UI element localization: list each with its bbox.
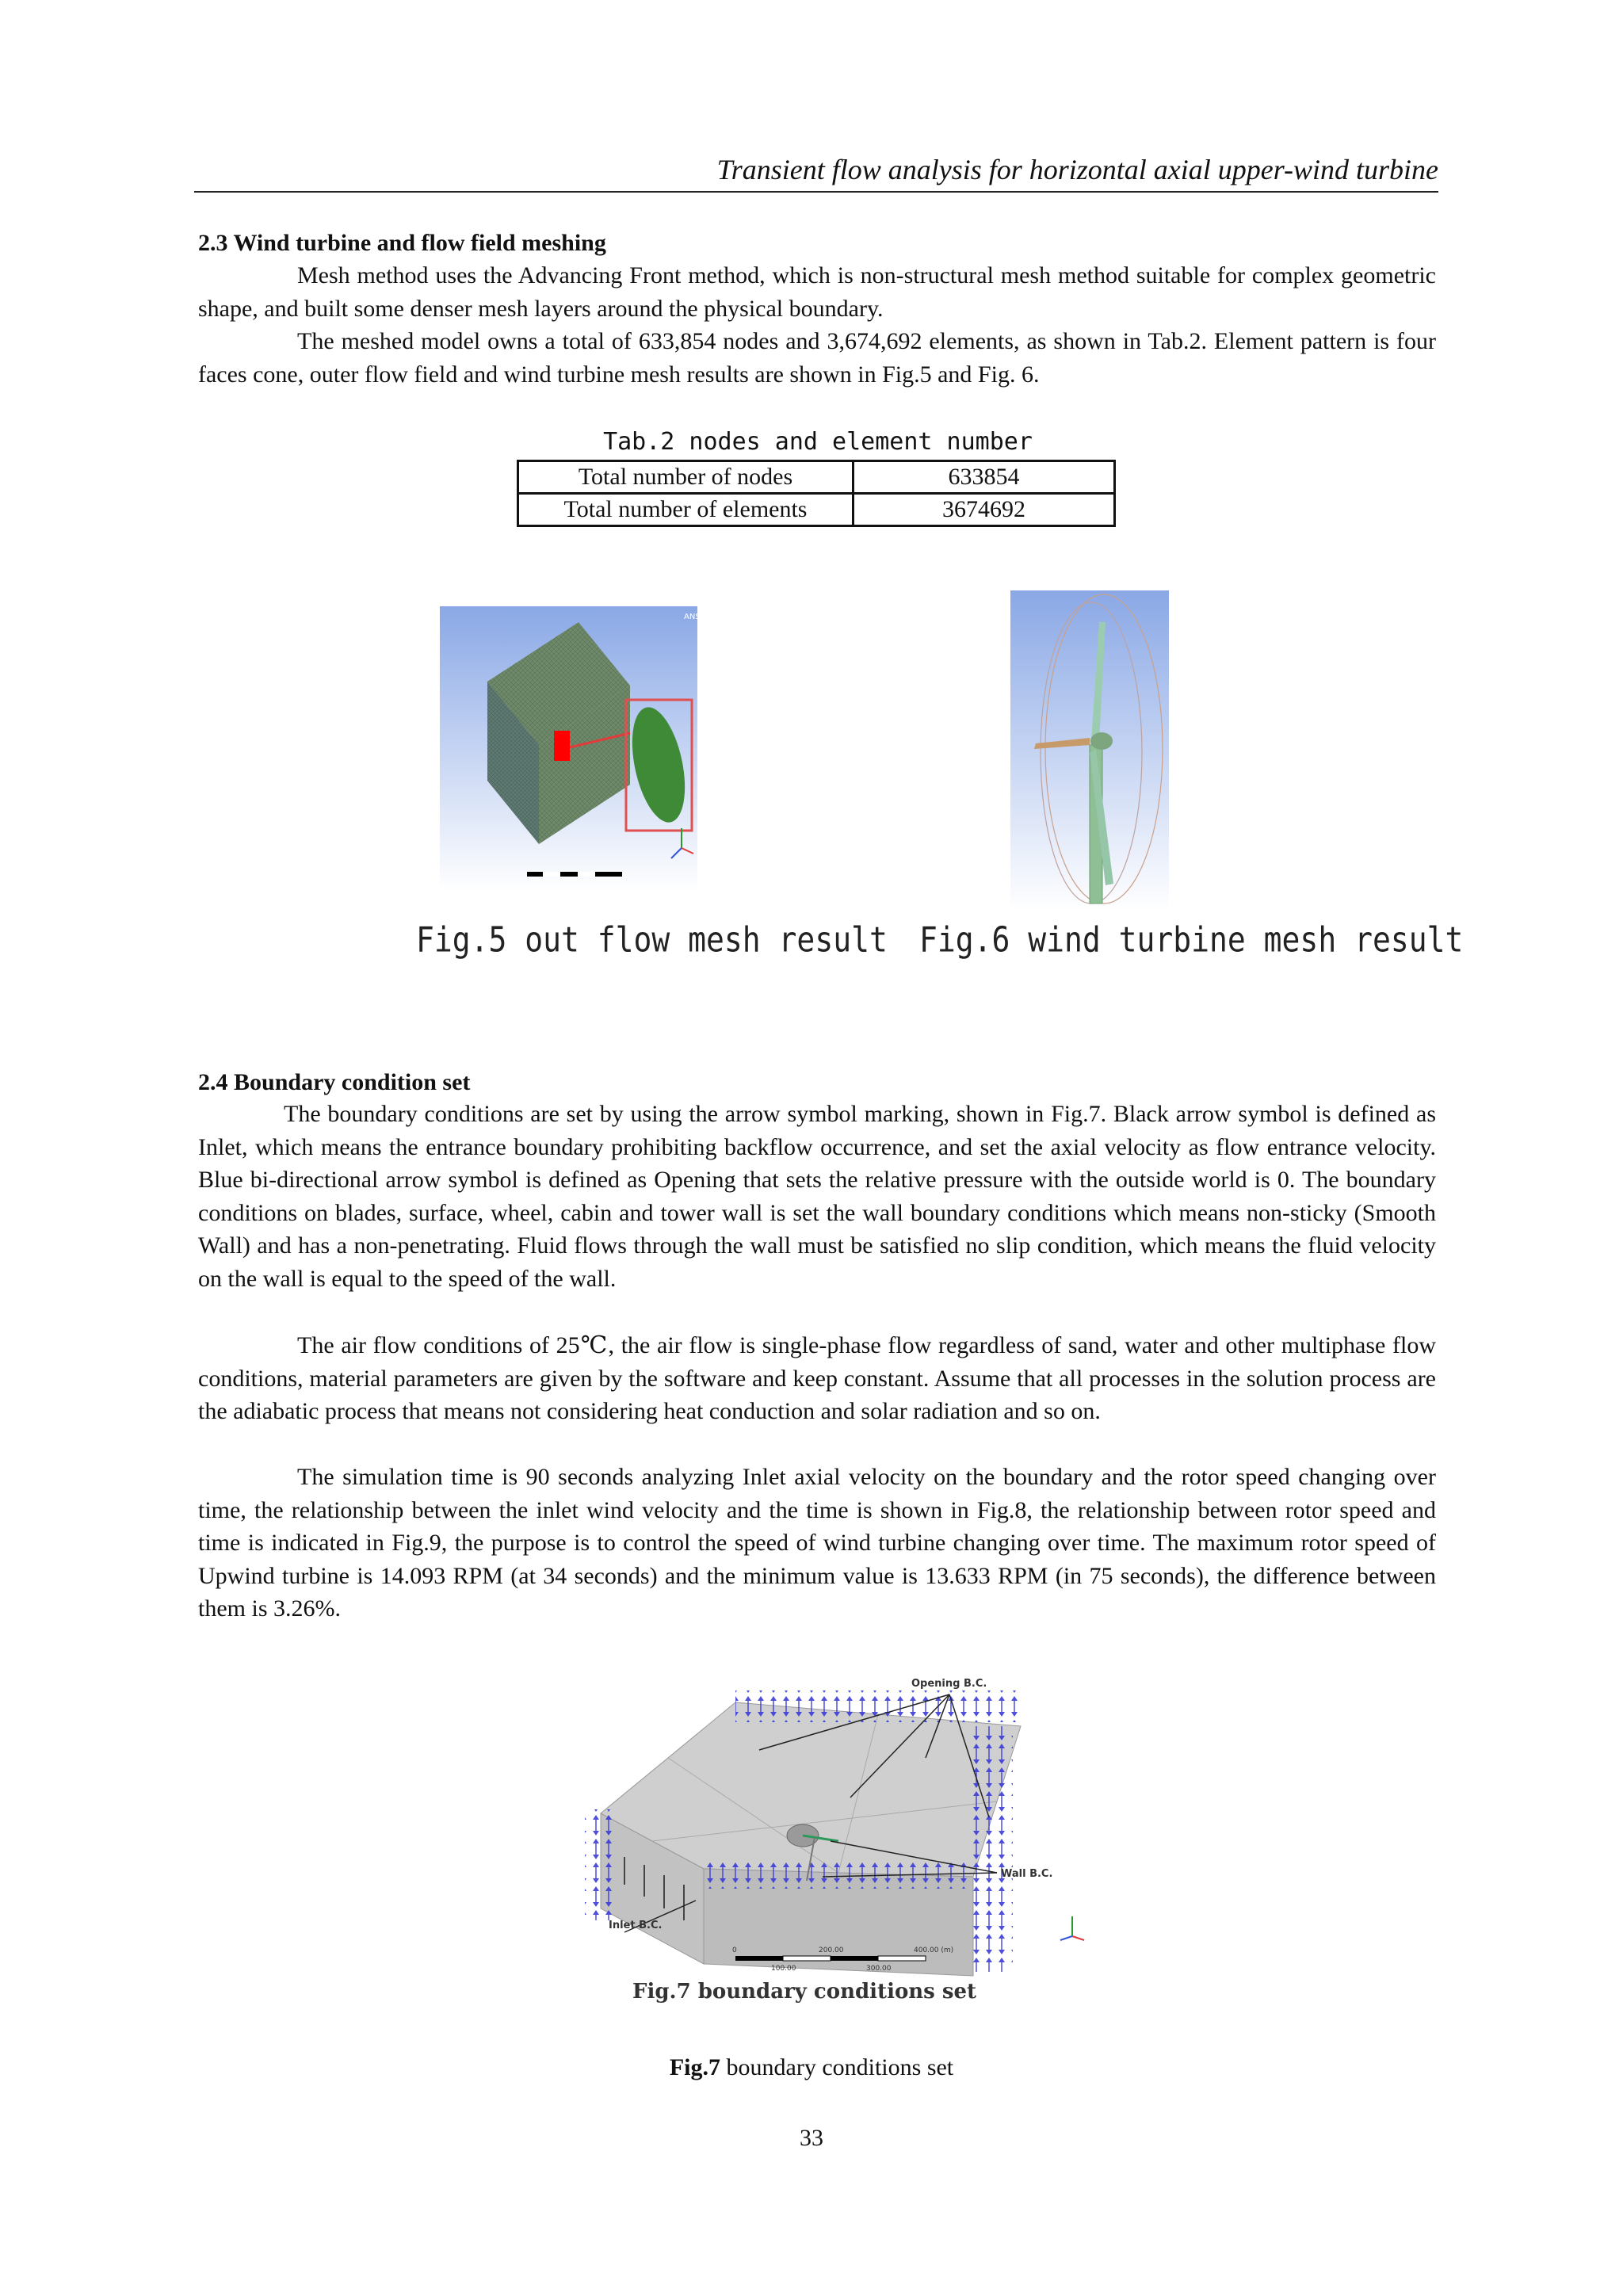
table-cell-label: Total number of elements <box>518 494 854 526</box>
table-cell-value: 3674692 <box>854 494 1115 526</box>
figure-7-image <box>577 1671 1100 2013</box>
figure-7-scale-400: 400.00 (m) <box>914 1946 954 1954</box>
section-2-4-paragraph-2: The air flow conditions of 25℃, the air flow is single-phase flow regardless of sand, water and other multiphase flow conditions, material parameters are given by the software and keep constant. Assume that all processes in the solution process are the adiabatic process that means not considering heat conduction and solar radiation and so on. <box>198 1332 1436 1424</box>
header-rule <box>194 191 1438 193</box>
figure-7-label-opening: Opening B.C. <box>911 1678 987 1690</box>
figure-6-image <box>1010 590 1169 911</box>
table-2 <box>517 460 1116 527</box>
figure-7-label-inlet: Inlet B.C. <box>609 1920 663 1931</box>
table-2-caption: Tab.2 nodes and element number <box>603 428 1033 456</box>
figure-7-scale-200: 200.00 <box>819 1946 844 1954</box>
figure-5-image <box>440 606 711 892</box>
figure-7-scale-0: 0 <box>732 1946 737 1954</box>
section-2-4-paragraph-1: The boundary conditions are set by using the arrow symbol marking, shown in Fig.7. Black arrow symbol is defined as Inlet, which means the entrance boundary prohibiting backflow occurrence, and set the axial velocity as flow entrance velocity. Blue bi-directional arrow symbol is defined as Opening that sets the relative pressure with the outside world is 0. The boundary conditions on blades, surface, wheel, cabin and tower wall is set the wall boundary conditions which means non-sticky (Smooth Wall) and has a non-penetrating. Fluid flows through the wall must be satisfied no slip condition, which means the fluid velocity on the wall is equal to the speed of the wall. <box>198 1101 1436 1292</box>
section-2-3-paragraph-1: Mesh method uses the Advancing Front method, which is non-structural mesh method suitable for complex geometric shape, and built some denser mesh layers around the physical boundary. <box>198 262 1436 322</box>
table-cell-value: 633854 <box>854 461 1115 494</box>
svg-text:ANSYS: ANSYS <box>684 613 711 621</box>
figure-7-caption <box>0 2052 1623 2084</box>
figure-7-label-wall: Wall B.C. <box>1001 1868 1053 1880</box>
section-2-4-title: 2.4 Boundary condition set <box>198 1069 471 1095</box>
figure-7-caption-label: Fig.7 <box>669 2054 721 2080</box>
table-row <box>518 461 1115 494</box>
figure-7-scale-300: 300.00 <box>866 1965 892 1973</box>
figure-7-scale-100: 100.00 <box>771 1965 796 1973</box>
figure-6-caption: Fig.6 wind turbine mesh result <box>919 919 1464 960</box>
figure-5-caption: Fig.5 out flow mesh result <box>416 919 888 960</box>
page-number: 33 <box>800 2125 823 2151</box>
section-2-3-paragraph-2: The meshed model owns a total of 633,854 nodes and 3,674,692 elements, as shown in Tab.2. Element pattern is four faces cone, outer flow field and wind turbine mesh results are shown in Fig.5 and Fig. 6. <box>198 328 1436 388</box>
section-2-3-title: 2.3 Wind turbine and flow field meshing <box>198 230 606 256</box>
figure-7-caption-text: boundary conditions set <box>720 2054 954 2080</box>
section-2-4-paragraph-3: The simulation time is 90 seconds analyzing Inlet axial velocity on the boundary and the rotor speed changing over time, the relationship between the inlet wind velocity and the time is shown in Fig.8, the relationship between rotor speed and time is indicated in Fig.9, the purpose is to control the speed of wind turbine changing over time. The maximum rotor speed of Upwind turbine is 14.093 RPM (at 34 seconds) and the minimum value is 13.633 RPM (in 75 seconds), the difference between them is 3.26%. <box>198 1464 1436 1622</box>
table-cell-label: Total number of nodes <box>518 461 854 494</box>
figure-7-inner-caption: Fig.7 boundary conditions set <box>632 1980 977 2004</box>
table-row <box>518 494 1115 526</box>
running-head: Transient flow analysis for horizontal axial upper-wind turbine <box>716 154 1438 185</box>
